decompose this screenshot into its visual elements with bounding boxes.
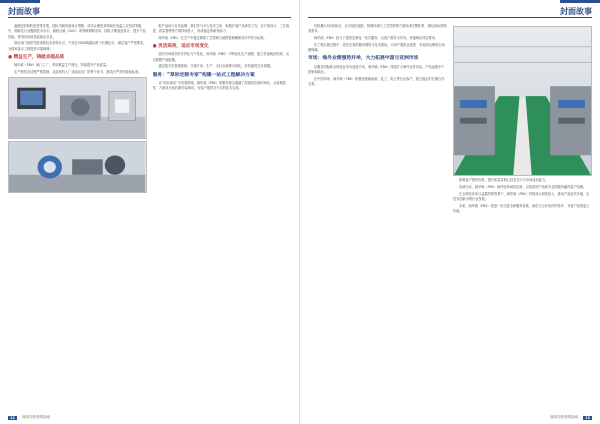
section-heading: ● 灵活高效，适应市场变化 xyxy=(152,44,209,50)
section-heading: ● 精益生产，铸就卓越品质 xyxy=(8,54,65,60)
paragraph: 未来，阀华威（FBV）将进一步完善全球服务体系，深化与合作伙伴的协作，为客户创造更大价值。 xyxy=(453,203,590,213)
paragraph: 在全球化竞争日益激烈的背景下，阀华威（FBV）持续加大研发投入，推动产品迭代升级，以技术创新引领行业发展。 xyxy=(453,191,590,201)
paragraph: 阀华威（FBV）在生产中通过精细工艺控制与流程管理确保各环节符合标准。 xyxy=(158,36,267,41)
publication-name: 流体控制采购指南 xyxy=(22,415,50,419)
paragraph: 在中国市场，阀华威（FBV）积极拓展新能源、化工、电力等行业客户，建立稳定的长期合作关系。 xyxy=(308,76,445,87)
page-number: 13 xyxy=(585,416,590,420)
left-column-1 xyxy=(8,24,147,408)
right-page-columns xyxy=(308,24,592,408)
right-column-2 xyxy=(453,24,592,408)
paragraph: 温硬密封和软密封等类型，团队突破传统设计思路，成功让硬密封球阀在低温工况密封等级中，刷新及行业极限技术水平。凝固点阀（GGC）系列阿姆斯应用，团队不断改进设计，提升产品性能，使得其单座性能稳定优良。 xyxy=(8,24,146,39)
paragraph: 面对市场需求的多样化与个性化，阀华威（FBV）不断优化生产流程，建立快速响应机制，灵活调整产能配置。 xyxy=(152,52,289,62)
paragraph: 阀华威（FBV）致力于提供定制化一站式服务，以客户需求为导向，快速响应项目要求。 xyxy=(314,36,439,41)
paragraph: 阀华威（FBV）阀门工厂，采用精益生产理念，持续提升产品质量。 xyxy=(14,62,110,67)
paragraph: 任积累3.5年经验后，在可视化装配、管理环境与工艺控制等方面形成完整体系，满足高标准制造需求。 xyxy=(308,24,447,34)
paragraph: 忠诚为本，阀华威（FBV）始终坚持诚信经营，以优质的产品和专业的服务赢得客户信赖。 xyxy=(459,184,587,189)
right-page-header xyxy=(300,0,600,22)
photo-lab-equipment xyxy=(8,77,147,139)
paragraph: 通过数字化管理系统，实现订单、生产、交付全流程可视化，有效缩短交付周期。 xyxy=(158,64,274,69)
photo-factory-floor xyxy=(453,26,592,176)
header-rule xyxy=(308,17,592,18)
publication-name: 流体控制采购指南 xyxy=(550,415,578,419)
subheading: 服务：“草标定制专家”构建一站式工程解决方案 xyxy=(152,72,255,78)
paragraph: 在工程实施过程中，依托完善的服务网络与技术团队，为用户提供从选型、安装到运维的全周期保障。 xyxy=(308,42,445,53)
paragraph: 配产品设计自有品牌，我们作为平台技术主体，积极开展产品研发工作，在方案设计、工艺改进、质量管理等方面持续投入，形成稳定的研发能力。 xyxy=(152,24,290,34)
left-page-footer xyxy=(0,410,299,424)
paragraph: 以“项目驱动”为发展思路，阀华威（FBV）的服务理念超越了传统供应商的角色，从前期选型、方案设计到后期安装调试，为客户提供全方位的技术支持。 xyxy=(152,81,286,91)
paragraph: 高压阀门同样凭借成熟技术获得认可，产品在5000吨级标准下长期运行，满足客户严格要求，为国家重点工程提供可靠保障。 xyxy=(8,41,147,51)
right-column-1 xyxy=(308,24,447,408)
section-title: 封面故事 xyxy=(560,7,592,16)
paragraph: 影响客户提供优势，提升质量及核心技术实力与市场适应能力。 xyxy=(459,178,549,182)
right-page-footer xyxy=(300,410,600,424)
paragraph: 生产制造全过程严格控制，从原材料入厂到成品出厂的每个环节，都执行严苛的检验标准。 xyxy=(14,69,142,74)
subheading: 市场：海外业绩强势并举，大力拓展中国与亚洲市场 xyxy=(308,56,419,62)
page-number: 12 xyxy=(10,416,15,420)
paragraph: 以服务国际和全球化业务为前进方向，阀华威（FBV）持续扩大海外业务布局，产品远销多个国家和地区。 xyxy=(308,64,445,75)
right-page xyxy=(300,0,600,424)
header-rule xyxy=(8,17,291,18)
left-page-columns xyxy=(8,24,291,408)
left-column-2 xyxy=(153,24,292,408)
left-page-header xyxy=(0,0,299,22)
photo-valve-assembly xyxy=(8,141,147,193)
section-title: 封面故事 xyxy=(8,7,40,16)
